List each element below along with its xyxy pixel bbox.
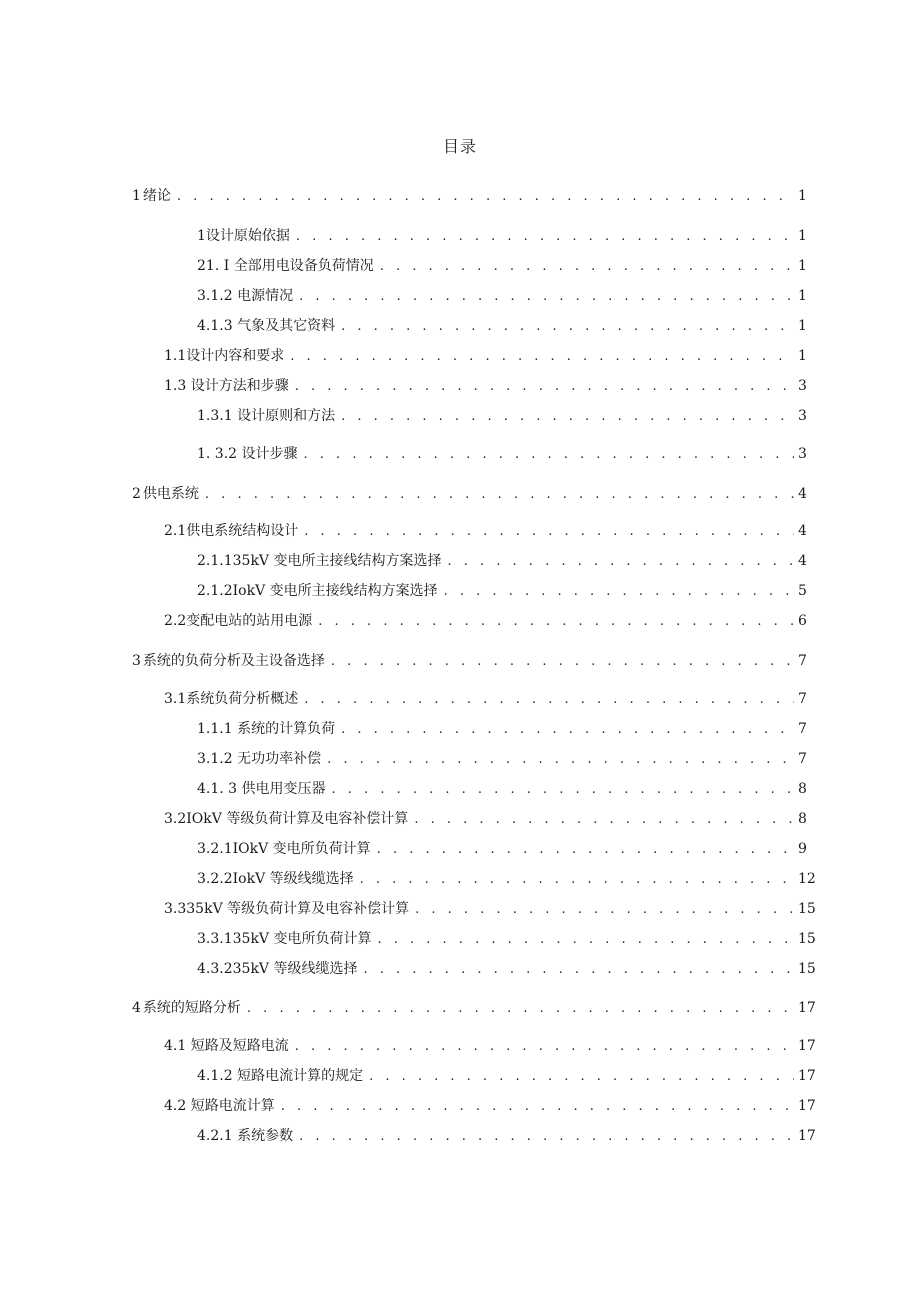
toc-entry-number: 1. xyxy=(164,378,178,394)
toc-entry-number: 2.1 xyxy=(164,523,187,539)
dot-leader xyxy=(296,227,794,247)
toc-entry-text: 系统的负荷分析及主设备选择 xyxy=(142,653,325,669)
dot-leader xyxy=(415,900,794,920)
toc-entry-number: 2.1.2 xyxy=(197,583,233,599)
toc-entry-text: 变配电站的站用电源 xyxy=(186,613,313,629)
toc-entry-text: 3.235kV 等级线缆选择 xyxy=(210,961,358,977)
toc-entry-number: 4. xyxy=(164,1098,178,1114)
toc-entry-text: IOkV 等级负荷计算及电容补偿计算 xyxy=(186,811,409,827)
toc-entry[interactable] xyxy=(197,406,806,427)
toc-entry-page: 7 xyxy=(798,721,807,737)
toc-entry-number: 2.2 xyxy=(164,613,187,629)
toc-entry-page: 1 xyxy=(798,348,807,364)
toc-entry-page: 7 xyxy=(798,653,807,669)
dot-leader xyxy=(205,485,794,505)
toc-entry-page: 9 xyxy=(798,841,807,857)
toc-entry[interactable] xyxy=(197,226,806,247)
dot-leader xyxy=(177,187,794,207)
toc-entry-text: 3.335kV 等级负荷计算及电容补偿计算 xyxy=(164,901,410,917)
toc-entry[interactable] xyxy=(197,749,806,770)
toc-entry-text: .2.1 系统参数 xyxy=(205,1128,294,1144)
toc-entry[interactable] xyxy=(164,689,806,710)
dot-leader xyxy=(377,840,794,860)
toc-entry-number: 3. xyxy=(197,751,211,767)
toc-entry[interactable] xyxy=(197,719,806,740)
toc-entry[interactable] xyxy=(197,551,806,572)
toc-entry-text: 1.3.1 设计原则和方法 xyxy=(197,408,336,424)
toc-entry-text: 3.135kV 变电所负荷计算 xyxy=(210,931,372,947)
toc-entry-number: 1.1 xyxy=(164,348,187,364)
toc-entry[interactable] xyxy=(197,869,816,890)
toc-entry-text: .1.3 气象及其它资料 xyxy=(205,318,336,334)
toc-title: 目录 xyxy=(442,137,477,156)
toc-entry-text: 35kV 变电所主接线结构方案选择 xyxy=(232,553,442,569)
toc-entry-page: 17 xyxy=(798,1098,816,1114)
toc-entry-page: 1 xyxy=(798,288,807,304)
toc-entry[interactable] xyxy=(132,186,806,207)
toc-entry-text: 1.2 无功功率补偿 xyxy=(210,751,322,767)
toc-entry-page: 5 xyxy=(798,583,807,599)
dot-leader xyxy=(331,652,794,672)
toc-entry-page: 4 xyxy=(798,553,807,569)
toc-entry-page: 17 xyxy=(798,1068,816,1084)
toc-entry-page: 6 xyxy=(798,613,807,629)
toc-entry-page: 15 xyxy=(798,901,816,917)
toc-entry[interactable] xyxy=(164,1036,816,1057)
toc-entry-number: 4 xyxy=(197,318,206,334)
toc-entry-page: 1 xyxy=(798,258,807,274)
dot-leader xyxy=(363,960,794,980)
dot-leader xyxy=(304,445,794,465)
toc-entry-text: 设计内容和要求 xyxy=(186,348,285,364)
toc-entry-page: 15 xyxy=(798,961,816,977)
toc-entry[interactable] xyxy=(197,779,806,800)
dot-leader xyxy=(341,317,794,337)
toc-entry[interactable] xyxy=(164,1096,816,1117)
dot-leader xyxy=(360,870,794,890)
toc-entry-text: 供电系统 xyxy=(142,486,199,502)
toc-entry-text: 3 设计方法和步骤 xyxy=(177,378,289,394)
toc-entry-page: 4 xyxy=(798,486,807,502)
dot-leader xyxy=(295,1037,794,1057)
toc-entry-number: 3.2 xyxy=(164,811,187,827)
toc-entry[interactable] xyxy=(164,346,806,367)
toc-entry-number: 4. xyxy=(197,961,211,977)
dot-leader xyxy=(299,287,794,307)
dot-leader xyxy=(380,257,794,277)
toc-entry[interactable] xyxy=(197,581,806,602)
toc-entry[interactable] xyxy=(197,316,806,337)
toc-entry-text: 3.2.2IokV 等级线缆选择 xyxy=(197,871,354,887)
dot-leader xyxy=(318,612,794,632)
toc-entry-page: 17 xyxy=(798,1038,816,1054)
dot-leader xyxy=(444,582,794,602)
toc-entry-number: 3 xyxy=(197,288,206,304)
toc-entry-number: 3 xyxy=(132,653,141,669)
toc-entry-text: 1. 3.2 设计步骤 xyxy=(197,446,298,462)
toc-entry[interactable] xyxy=(132,484,806,505)
toc-entry-page: 1 xyxy=(798,228,807,244)
toc-entry-text: 1. I 全部用电设备负荷情况 xyxy=(205,258,374,274)
toc-entry-text: 系统负荷分析概述 xyxy=(186,691,299,707)
toc-entry-page: 4 xyxy=(798,523,807,539)
toc-entry[interactable] xyxy=(197,1066,816,1087)
toc-entry[interactable] xyxy=(197,1126,816,1147)
toc-entry[interactable] xyxy=(164,899,816,920)
toc-entry-text: 1. 3 供电用变压器 xyxy=(210,781,326,797)
toc-entry-text: 3.2.1IOkV 变电所负荷计算 xyxy=(197,841,371,857)
dot-leader xyxy=(447,552,794,572)
toc-entry-page: 3 xyxy=(798,446,807,462)
toc-entry-text: 1.1 系统的计算负荷 xyxy=(210,721,336,737)
toc-entry[interactable] xyxy=(197,286,806,307)
dot-leader xyxy=(341,407,794,427)
toc-entry-number: 1. xyxy=(197,721,211,737)
toc-entry-page: 8 xyxy=(798,811,807,827)
dot-leader xyxy=(295,377,794,397)
toc-entry[interactable] xyxy=(164,521,806,542)
toc-entry[interactable] xyxy=(164,809,806,830)
toc-entry-number: 4 xyxy=(197,1128,206,1144)
toc-entry-number: 3. xyxy=(197,931,211,947)
dot-leader xyxy=(299,1127,794,1147)
dot-leader xyxy=(281,1097,794,1117)
toc-entry[interactable] xyxy=(132,651,806,672)
toc-entry-page: 15 xyxy=(798,931,816,947)
toc-entry-page: 17 xyxy=(798,1128,816,1144)
toc-entry-number: 3.1 xyxy=(164,691,187,707)
toc-entry[interactable] xyxy=(164,611,806,632)
dot-leader xyxy=(247,999,794,1019)
toc-entry-number: 2 xyxy=(197,258,206,274)
toc-entry-text: 4.1.2 短路电流计算的规定 xyxy=(197,1068,364,1084)
toc-entry-text: 设计原始依据 xyxy=(205,228,290,244)
toc-entry-page: 17 xyxy=(798,1000,816,1016)
toc-entry-text: 绪论 xyxy=(142,188,171,204)
toc-entry-number: 2 xyxy=(132,486,141,502)
toc-entry-number: 4 xyxy=(132,1000,141,1016)
dot-leader xyxy=(332,780,794,800)
dot-leader xyxy=(290,347,794,367)
toc-entry-page: 1 xyxy=(798,318,807,334)
toc-entry-text: 系统的短路分析 xyxy=(142,1000,241,1016)
toc-entry-text: 4.1 短路及短路电流 xyxy=(164,1038,289,1054)
toc-entry[interactable] xyxy=(197,256,806,277)
dot-leader xyxy=(304,522,794,542)
toc-entry-number: 1 xyxy=(197,228,206,244)
toc-entry-text: .1.2 电源情况 xyxy=(205,288,294,304)
dot-leader xyxy=(377,930,794,950)
toc-entry-number: 2.1.1 xyxy=(197,553,233,569)
toc-entry[interactable] xyxy=(197,839,806,860)
toc-entry-page: 3 xyxy=(798,408,807,424)
toc-entry-page: 1 xyxy=(798,188,807,204)
toc-entry-text: 2 短路电流计算 xyxy=(177,1098,275,1114)
toc-entry-page: 7 xyxy=(798,691,807,707)
toc-entry[interactable] xyxy=(164,376,806,397)
dot-leader xyxy=(304,690,794,710)
toc-entry-page: 12 xyxy=(798,871,816,887)
dot-leader xyxy=(327,750,794,770)
toc-entry-text: IokV 变电所主接线结构方案选择 xyxy=(232,583,438,599)
toc-entry[interactable] xyxy=(197,444,806,465)
toc-entry-page: 7 xyxy=(798,751,807,767)
dot-leader xyxy=(369,1067,794,1087)
toc-entry-text: 供电系统结构设计 xyxy=(186,523,299,539)
toc-entry[interactable] xyxy=(132,998,816,1019)
toc-entry-page: 8 xyxy=(798,781,807,797)
toc-entry-number: 1 xyxy=(132,188,141,204)
toc-entry-page: 3 xyxy=(798,378,807,394)
toc-entry[interactable] xyxy=(197,929,816,950)
toc-entry-number: 4. xyxy=(197,781,211,797)
toc-entry[interactable] xyxy=(197,959,816,980)
dot-leader xyxy=(341,720,794,740)
dot-leader xyxy=(414,810,794,830)
